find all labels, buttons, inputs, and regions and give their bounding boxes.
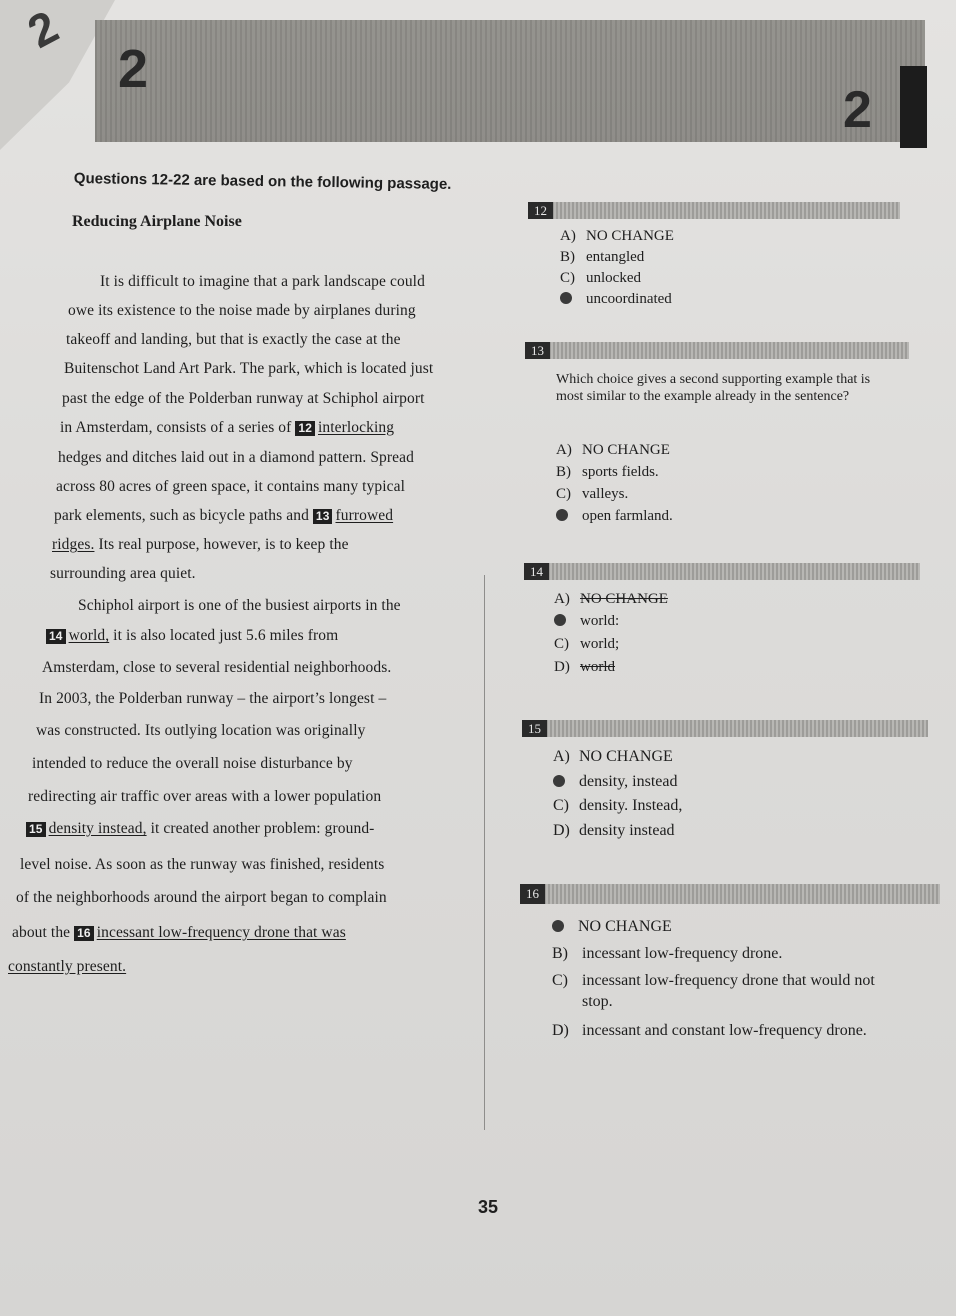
underlined-text-13[interactable]: furrowed (335, 507, 394, 524)
passage-line: Amsterdam, close to several residential neighborhoods. (42, 659, 392, 676)
passage-text: it created another problem: ground- (146, 820, 375, 837)
q14-option-a[interactable]: A) NO CHANGE (554, 591, 668, 607)
passage-line: surrounding area quiet. (50, 565, 196, 582)
passage-line (12, 924, 346, 942)
passage-line (52, 536, 349, 554)
question-16-header (520, 884, 940, 904)
q13-option-b[interactable]: B) sports fields. (556, 464, 659, 480)
question-marker-14[interactable]: 14 (46, 629, 66, 644)
q14-option-c[interactable]: C) world; (554, 636, 620, 652)
q12-option-b[interactable]: B) entangled (560, 249, 645, 265)
q13-option-c[interactable]: C) valleys. (556, 486, 629, 502)
previous-section-number: 2 (19, 0, 67, 58)
passage-line (54, 507, 393, 525)
passage-line: was constructed. Its outlying location was originally (36, 722, 366, 739)
passage-line: takeoff and landing, but that is exactly the case at the (66, 331, 401, 348)
q16-option-d[interactable]: D) incessant and constant low-frequency drone. (552, 1022, 867, 1039)
passage-line: across 80 acres of green space, it contains many typical (56, 478, 406, 495)
filled-bubble-icon (560, 292, 572, 304)
q14-option-d[interactable]: D) world (554, 659, 615, 675)
q16-option-c[interactable]: C) incessant low-frequency drone that would not (552, 972, 875, 989)
underlined-text-14[interactable]: world, (68, 627, 110, 644)
question-14-number: 14 (524, 563, 549, 580)
passage-text: about the (12, 924, 71, 941)
filled-bubble-icon (553, 775, 565, 787)
passage-line (60, 419, 394, 437)
q15-option-c[interactable]: C) density. Instead, (553, 797, 683, 814)
q16-option-a[interactable]: NO CHANGE (552, 918, 672, 936)
q16-option-b[interactable]: B) incessant low-frequency drone. (552, 945, 783, 962)
passage-line: It is difficult to imagine that a park landscape could (100, 273, 425, 290)
question-13-number: 13 (525, 342, 550, 359)
q14-option-b[interactable]: world: (554, 613, 619, 630)
question-15-header (522, 720, 928, 737)
question-13-header (525, 342, 909, 359)
q12-option-a[interactable]: A) NO CHANGE (560, 228, 674, 244)
question-16-number: 16 (520, 884, 545, 904)
passage-line: owe its existence to the noise made by airplanes during (68, 302, 416, 319)
passage-line: intended to reduce the overall noise disturbance by (32, 755, 353, 772)
column-divider (484, 575, 485, 1130)
q15-option-a[interactable]: A) NO CHANGE (553, 748, 673, 765)
underlined-text-16[interactable]: incessant low-frequency drone that was (96, 924, 346, 941)
q13-option-a[interactable]: A) NO CHANGE (556, 442, 670, 458)
q13-option-d[interactable]: open farmland. (556, 508, 673, 525)
question-marker-15[interactable]: 15 (26, 822, 46, 837)
passage-line: past the edge of the Polderban runway at Schiphol airport (62, 390, 425, 407)
passage-intro: Questions 12-22 are based on the following passage. (73, 170, 452, 193)
passage-line (46, 627, 338, 645)
page-number: 35 (478, 1197, 499, 1217)
question-13-stem: Which choice gives a second supporting example that is most similar to the example already in the sentence? (556, 372, 871, 404)
q15-option-b[interactable]: density, instead (553, 773, 678, 791)
filled-bubble-icon (554, 614, 566, 626)
q12-option-c[interactable]: C) unlocked (560, 270, 641, 286)
passage-line: Schiphol airport is one of the busiest airports in the (78, 597, 401, 614)
question-marker-16[interactable]: 16 (74, 926, 94, 941)
passage-line: In 2003, the Polderban runway – the airport’s longest – (39, 690, 387, 707)
passage-title: Reducing Airplane Noise (72, 213, 242, 230)
passage-text: in Amsterdam, consists of a series of (60, 419, 292, 436)
section-bar (900, 66, 927, 148)
section-number-left: 2 (118, 39, 149, 99)
section-number-right: 2 (843, 81, 872, 139)
passage-line (8, 958, 126, 976)
question-marker-12[interactable]: 12 (295, 421, 315, 436)
passage-line: of the neighborhoods around the airport began to complain (16, 889, 387, 906)
q15-option-d[interactable]: D) density instead (553, 822, 675, 839)
question-14-header (524, 563, 920, 580)
passage-text: park elements, such as bicycle paths and (54, 507, 309, 524)
passage-line (26, 820, 374, 838)
underlined-text-13-cont[interactable]: ridges. (52, 536, 95, 553)
question-15-number: 15 (522, 720, 547, 737)
q12-option-d[interactable]: uncoordinated (560, 291, 672, 308)
section-banner (95, 20, 925, 142)
passage-text: Its real purpose, however, is to keep the (94, 536, 349, 553)
passage-line: Buitenschot Land Art Park. The park, which is located just (64, 360, 434, 377)
passage-line: redirecting air traffic over areas with a lower population (28, 788, 382, 805)
underlined-text-12[interactable]: interlocking (317, 419, 395, 436)
passage-line: hedges and ditches laid out in a diamond pattern. Spread (58, 449, 414, 466)
question-12-header (528, 202, 900, 219)
passage-text: it is also located just 5.6 miles from (109, 627, 339, 644)
q16-option-c-cont: stop. (582, 993, 613, 1010)
question-marker-13[interactable]: 13 (313, 509, 333, 524)
filled-bubble-icon (552, 920, 564, 932)
filled-bubble-icon (556, 509, 568, 521)
question-12-number: 12 (528, 202, 553, 219)
underlined-text-15[interactable]: density instead, (48, 820, 147, 837)
underlined-text-16-cont[interactable]: constantly present. (8, 958, 127, 975)
passage-line: level noise. As soon as the runway was finished, residents (20, 856, 385, 873)
